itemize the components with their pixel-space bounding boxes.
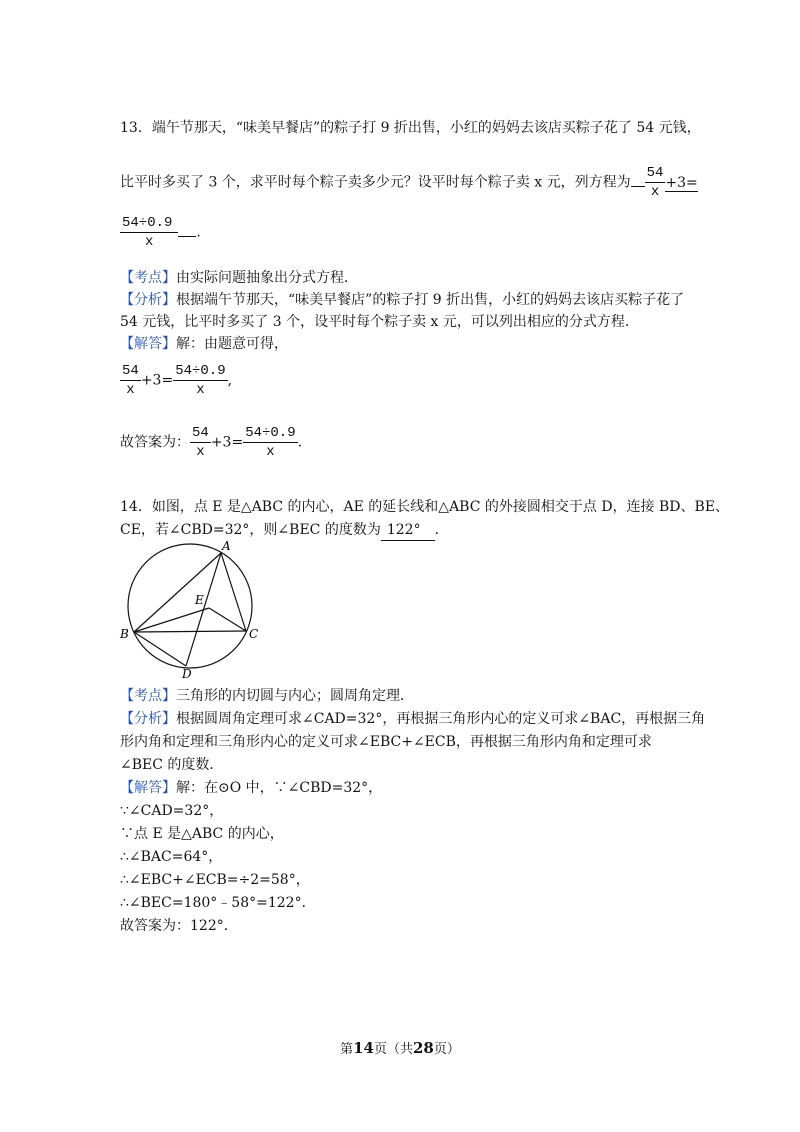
- answer-blank: [381, 520, 435, 541]
- footer-mid: 页（共: [373, 1042, 413, 1057]
- q13-jieda: [120, 334, 288, 354]
- footer-post: 页）: [433, 1042, 460, 1057]
- kaodian-text: 三角形的内切圆与内心；圆周角定理．: [176, 688, 414, 704]
- fenxi-tag: 【分析】: [120, 292, 176, 308]
- q14-line-1: 14．如图，点 E 是△ABC 的内心，AE 的延长线和△ABC 的外接圆相交于点 D，连接 BD、BE、: [120, 499, 730, 515]
- page-footer: [0, 1038, 800, 1057]
- q14-line-2-end: ．: [434, 522, 449, 538]
- jieda-tag: 【解答】: [120, 780, 176, 796]
- q13-line-1: 13．端午节那天，“味美早餐店”的粽子打 9 折出售，小红的妈妈去该店买粽子花了 54 元钱，: [120, 120, 701, 136]
- fraction-numerator: 54÷0.9: [120, 214, 178, 233]
- plus-three: +3=: [665, 174, 698, 191]
- q14-step-4: ∴∠EBC+∠ECB=÷2=58°，: [120, 872, 310, 888]
- label-E: E: [195, 593, 204, 607]
- fraction-denominator: x: [126, 382, 135, 398]
- answer-fraction-left: [190, 424, 211, 461]
- q14-fenxi-1: [120, 709, 705, 729]
- footer-total-pages: 28: [413, 1039, 434, 1057]
- segment-CE: [209, 608, 246, 631]
- equation-end: ,: [227, 372, 233, 389]
- geometry-figure: [112, 538, 262, 678]
- q13-fraction: [645, 164, 666, 201]
- fraction-numerator: 54÷0.9: [175, 363, 226, 379]
- fraction-numerator: 54: [122, 363, 139, 379]
- q13-answer-blank: [120, 214, 201, 251]
- segment-AB: [134, 553, 221, 632]
- answer-fraction: [120, 214, 178, 251]
- fraction-numerator: 54: [192, 425, 209, 441]
- blank-answer: 122°: [386, 522, 421, 538]
- label-D: D: [182, 667, 192, 678]
- answer-prefix: 故答案为：: [120, 434, 190, 451]
- q13-line-2: [120, 164, 698, 201]
- q13-fenxi-1: [120, 290, 684, 310]
- jieda-text: 解：在⊙O 中，∵∠CBD=32°，: [176, 780, 383, 796]
- fraction-denominator: x: [196, 382, 205, 398]
- fenxi-text: 根据圆周角定理可求∠CAD=32°，再根据三角形内心的定义可求∠BAC，再根据三角: [176, 711, 706, 727]
- footer-page-number: 14: [353, 1039, 374, 1057]
- circumcircle: [128, 544, 252, 668]
- q14-line-2-text: CE，若∠CBD=32°，则∠BEC 的度数为: [120, 522, 381, 538]
- period: .: [196, 224, 201, 241]
- answer-end: .: [297, 434, 303, 451]
- q14-jieda: [120, 778, 382, 798]
- equation-fraction-left: [120, 362, 141, 399]
- segment-AC: [221, 553, 246, 631]
- q14-answer: 故答案为：122°．: [120, 918, 238, 934]
- fraction-denominator: x: [266, 444, 275, 460]
- fraction-numerator: 54: [646, 165, 664, 181]
- q14-step-3: ∴∠BAC=64°，: [120, 849, 223, 865]
- fenxi-tag: 【分析】: [120, 711, 176, 727]
- label-C: C: [249, 627, 259, 641]
- equation-plus: +3=: [140, 372, 174, 389]
- equation-fraction-right: [173, 362, 227, 399]
- q13-answer: [120, 424, 302, 461]
- segment-BC: [134, 631, 246, 632]
- blank-left: [631, 186, 645, 187]
- q14-step-2: ∵点 E 是△ABC 的内心，: [120, 826, 284, 842]
- q13-fenxi-2: 54 元钱，比平时多买了 3 个，设平时每个粽子卖 x 元，可以列出相应的分式方程．: [120, 314, 639, 330]
- footer-pre: 第: [340, 1042, 354, 1057]
- answer-plus: +3=: [210, 434, 244, 451]
- q14-fenxi-2: 形内角和定理和三角形内心的定义可求∠EBC+∠ECB，再根据三角形内角和定理可求: [120, 734, 652, 750]
- answer-fraction-right: [243, 424, 297, 461]
- q13-equation: [120, 362, 232, 399]
- kaodian-text: 由实际问题抽象出分式方程．: [176, 270, 358, 286]
- q14-step-1: ∵∠CAD=32°，: [120, 803, 224, 819]
- fraction-denominator: x: [145, 234, 154, 250]
- fenxi-text: 根据端午节那天，“味美早餐店”的粽子打 9 折出售，小红的妈妈去该店买粽子花了: [176, 292, 685, 308]
- q13-line-2-text: 比平时多买了 3 个，求平时每个粽子卖多少元？设平时每个粽子卖 x 元，列方程为: [120, 174, 631, 191]
- q13-kaodian: [120, 268, 358, 288]
- blank-right: [178, 236, 196, 237]
- fraction-numerator: 54÷0.9: [245, 425, 296, 441]
- label-A: A: [222, 539, 231, 553]
- jieda-text: 解：由题意可得，: [176, 336, 288, 352]
- jieda-tag: 【解答】: [120, 336, 176, 352]
- kaodian-tag: 【考点】: [120, 688, 176, 704]
- q14-kaodian: [120, 686, 414, 706]
- fraction-denominator: x: [650, 184, 660, 200]
- kaodian-tag: 【考点】: [120, 270, 176, 286]
- q14-fenxi-3: ∠BEC 的度数．: [120, 757, 224, 773]
- q14-step-5: ∴∠BEC=180°﹣58°=122°．: [120, 895, 316, 911]
- fraction-denominator: x: [196, 444, 205, 460]
- label-B: B: [120, 627, 129, 641]
